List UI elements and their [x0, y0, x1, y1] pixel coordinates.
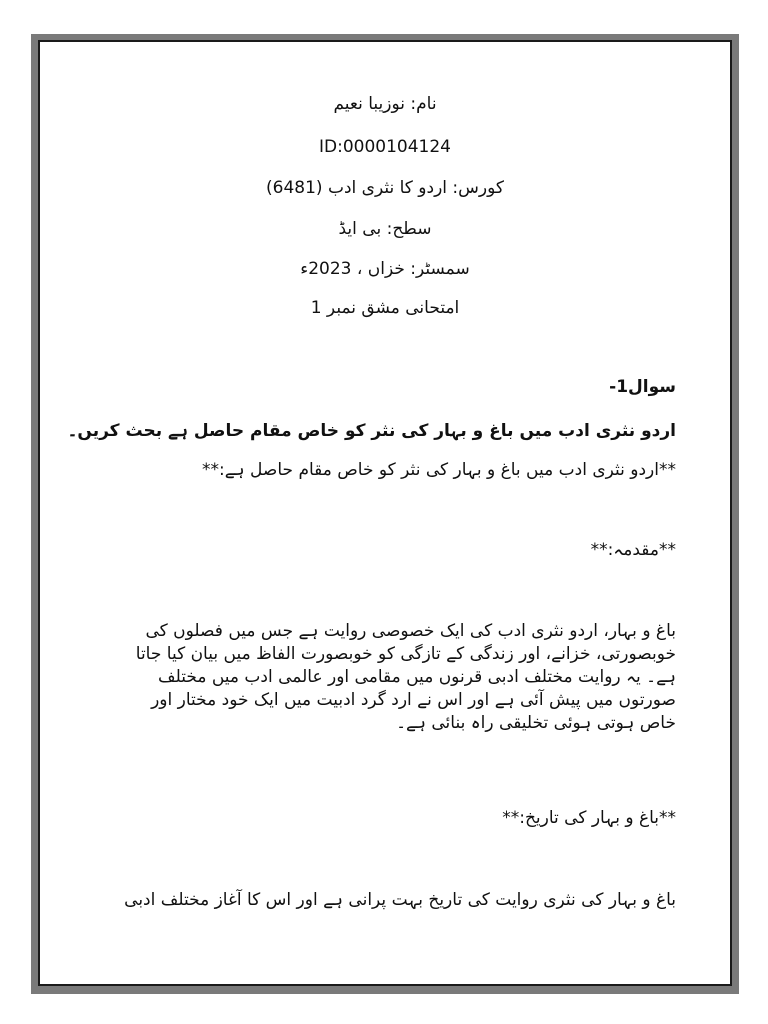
- intro-line: خاص ہوتی ہوئی تخلیقی راہ بنائی ہے۔: [396, 713, 676, 733]
- history-paragraph: باغ و بہار کی نثری روایت کی تاریخ بہت پرانی ہے اور اس کا آغاز مختلف ادبی: [124, 890, 676, 910]
- intro-paragraph: [100, 620, 676, 735]
- course-title: کورس: اردو کا نثری ادب (6481): [266, 178, 504, 198]
- intro-line: ہے۔ یہ روایت مختلف ادبی قرنوں میں مقامی اور عالمی ادب میں مختلف: [157, 667, 676, 687]
- intro-line: صورتوں میں پیش آئی ہے اور اس نے ارد گرد ادبیت میں ایک خود مختار اور: [151, 690, 676, 710]
- intro-line: خوبصورتی، خزانے، اور زندگی کے تازگی کو خوبصورت الفاظ میں بیان کیا جاتا: [135, 644, 676, 664]
- assignment-title: امتحانی مشق نمبر 1: [310, 298, 460, 318]
- student-name: نام: نوزیبا نعیم: [333, 94, 437, 114]
- question-label: سوال1-: [609, 377, 676, 397]
- semester-label: سمسٹر: خزاں ، 2023ء: [300, 259, 470, 279]
- document-page: [38, 40, 732, 986]
- intro-line: باغ و بہار، اردو نثری ادب کی ایک خصوصی روایت ہے جس میں فصلوں کی: [145, 621, 676, 641]
- level-label: سطح: بی ایڈ: [338, 219, 432, 239]
- intro-heading: **مقدمہ:**: [590, 540, 676, 560]
- student-id: ID:0000104124: [319, 137, 451, 157]
- question-text: اردو نثری ادب میں باغ و بہار کی نثر کو خاص مقام حاصل ہے بحث کریں۔: [67, 421, 676, 441]
- history-heading: **باغ و بہار کی تاریخ:**: [502, 808, 676, 828]
- answer-heading: **اردو نثری ادب میں باغ و بہار کی نثر کو خاص مقام حاصل ہے:**: [201, 460, 676, 480]
